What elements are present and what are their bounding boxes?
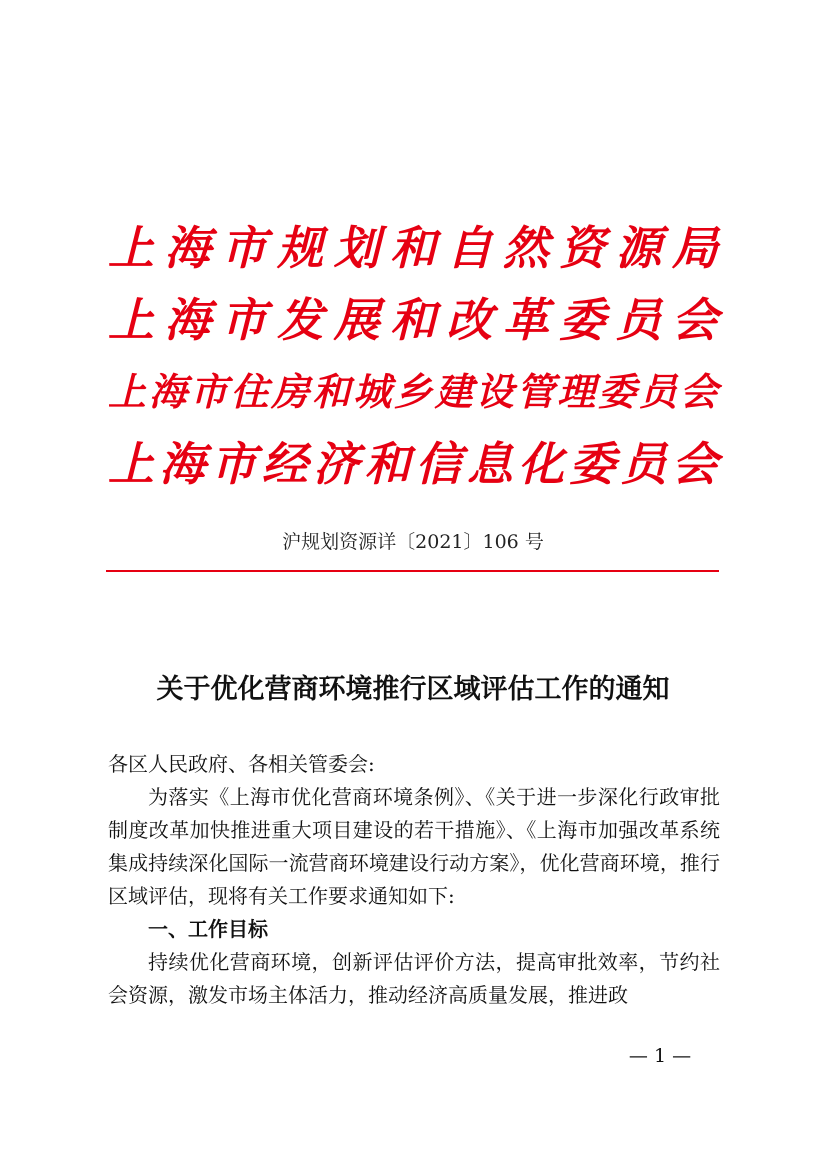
agency-line-development-reform xyxy=(108,284,718,356)
agency-char: 委 xyxy=(559,293,606,347)
agency-char: 理 xyxy=(557,369,596,414)
agency-char: 规 xyxy=(277,221,324,275)
agency-char: 海 xyxy=(159,437,206,491)
agency-char: 员 xyxy=(620,437,667,491)
agency-char: 员 xyxy=(615,293,662,347)
agency-char: 市 xyxy=(220,221,267,275)
agency-char: 改 xyxy=(446,293,493,347)
agency-char: 发 xyxy=(277,293,324,347)
salutation: 各区人民政府、各相关管委会: xyxy=(108,752,375,776)
agency-line-housing-construction xyxy=(108,356,718,428)
agency-char: 员 xyxy=(638,369,677,414)
agency-char: 住 xyxy=(230,369,269,414)
agency-char: 会 xyxy=(671,293,718,347)
agency-char: 自 xyxy=(446,221,493,275)
page-number: — 1 — xyxy=(628,1045,692,1067)
agency-char: 乡 xyxy=(393,369,432,414)
agency-char: 资 xyxy=(559,221,606,275)
agency-char: 经 xyxy=(261,437,308,491)
agency-char: 革 xyxy=(502,293,549,347)
agency-char: 城 xyxy=(353,369,392,414)
agency-char: 海 xyxy=(148,369,187,414)
document-title: 关于优化营商环境推行区域评估工作的通知 xyxy=(156,674,670,705)
agency-char: 和 xyxy=(312,369,351,414)
agency-char: 会 xyxy=(679,369,718,414)
document-body xyxy=(108,748,720,1012)
agency-char: 展 xyxy=(333,293,380,347)
agency-char: 市 xyxy=(189,369,228,414)
document-number: 沪规划资源详〔2021〕106 号 xyxy=(282,531,544,553)
agency-char: 上 xyxy=(108,369,147,414)
section-heading-work-goals: 一、工作目标 xyxy=(148,917,268,941)
agency-char: 化 xyxy=(518,437,565,491)
agency-char: 市 xyxy=(220,293,267,347)
agency-char: 上 xyxy=(108,293,154,347)
agency-char: 管 xyxy=(516,369,555,414)
agency-char: 上 xyxy=(108,221,154,275)
agency-line-planning-resources xyxy=(108,212,718,284)
agency-char: 局 xyxy=(671,221,718,275)
agency-char: 建 xyxy=(434,369,473,414)
agency-char: 息 xyxy=(466,437,513,491)
agency-char: 然 xyxy=(502,221,549,275)
agency-char: 上 xyxy=(108,437,154,491)
red-separator-line xyxy=(106,570,719,572)
agency-char: 会 xyxy=(671,437,718,491)
agency-char: 划 xyxy=(333,221,380,275)
issuing-agencies-header xyxy=(108,212,718,500)
agency-char: 委 xyxy=(598,369,637,414)
agency-char: 设 xyxy=(475,369,514,414)
paragraph-intro: 为落实《上海市优化营商环境条例》、《关于进一步深化行政审批制度改革加快推进重大项目建设的若干措施》、《上海市加强改革系统集成持续深化国际一流营商环境建设行动方案》，优化营商环境，推行区域评估，现将有关工作要求通知如下: xyxy=(108,785,720,908)
agency-char: 和 xyxy=(364,437,411,491)
agency-char: 海 xyxy=(164,293,211,347)
agency-char: 市 xyxy=(210,437,257,491)
paragraph-work-goals: 持续优化营商环境，创新评估评价方法，提高审批效率，节约社会资源，激发市场主体活力，推动经济高质量发展，推进政 xyxy=(108,950,720,1007)
agency-char: 房 xyxy=(271,369,310,414)
agency-char: 信 xyxy=(415,437,462,491)
agency-char: 委 xyxy=(569,437,616,491)
agency-char: 海 xyxy=(164,221,211,275)
agency-char: 和 xyxy=(389,221,436,275)
agency-char: 源 xyxy=(615,221,662,275)
agency-char: 济 xyxy=(313,437,360,491)
agency-char: 和 xyxy=(389,293,436,347)
agency-line-economy-informatization xyxy=(108,428,718,500)
